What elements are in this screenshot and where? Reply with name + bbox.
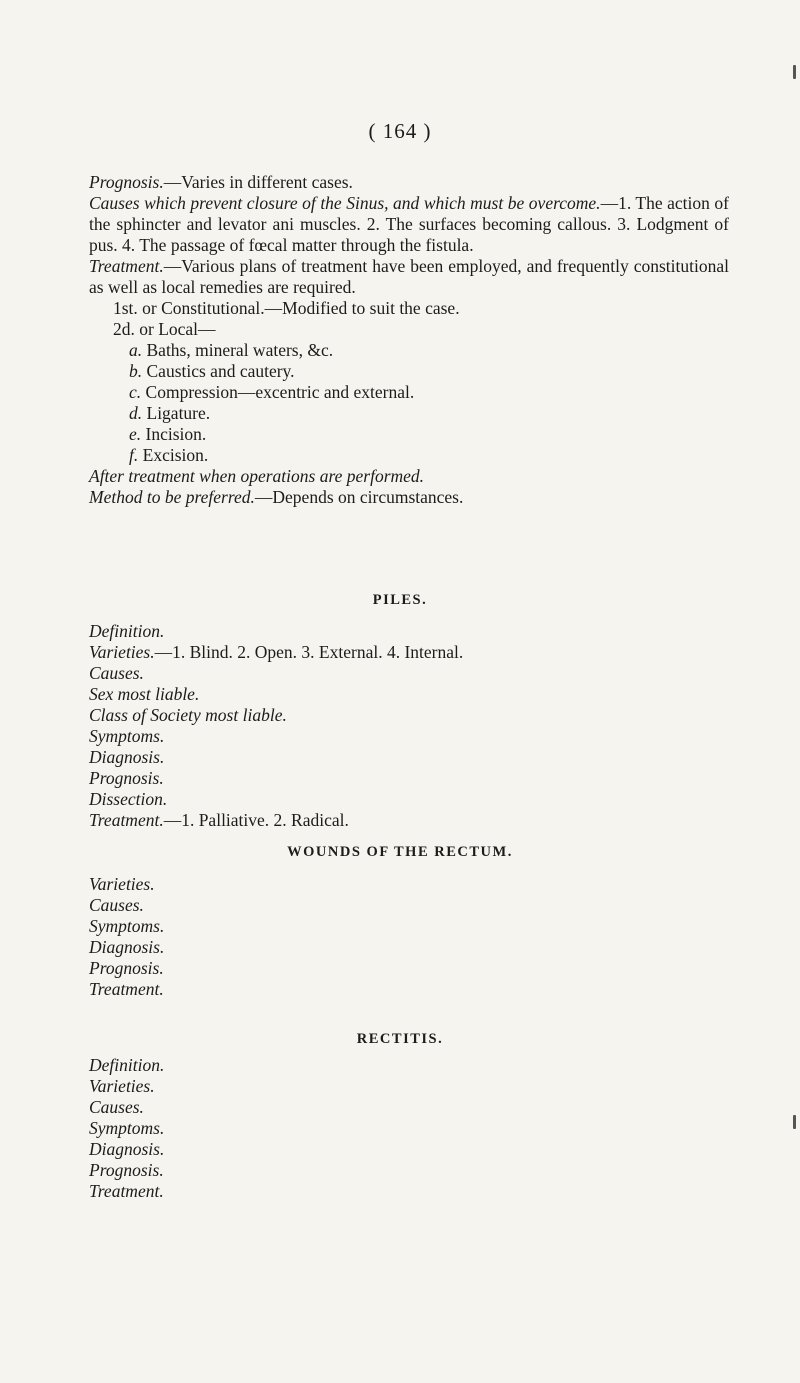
prognosis-line: [89, 172, 729, 193]
treatment-item: a. Baths, mineral waters, &c.: [129, 340, 334, 360]
prognosis-label: Prognosis.: [89, 172, 164, 192]
rectitis-item: Symptoms.: [89, 1118, 165, 1138]
piles-class: Class of Society most liable.: [89, 705, 287, 725]
wounds-item: Diagnosis.: [89, 937, 165, 957]
rectitis-item: Definition.: [89, 1055, 165, 1075]
method-label: Method to be preferred.: [89, 487, 255, 507]
piles-dissection: Dissection.: [89, 789, 168, 809]
treatment-item: d. Ligature.: [129, 403, 211, 423]
fistula-section: [89, 172, 729, 508]
rectitis-heading: RECTITIS.: [356, 1031, 444, 1047]
piles-symptoms: Symptoms.: [89, 726, 165, 746]
rectitis-item: Causes.: [89, 1097, 144, 1117]
treatment-paragraph: [89, 256, 729, 298]
margin-mark: [793, 65, 796, 79]
piles-treatment-text: —1. Palliative. 2. Radical.: [163, 810, 349, 830]
rectitis-item: Varieties.: [89, 1076, 155, 1096]
method-line: [89, 487, 729, 508]
rectitis-section: [89, 1055, 729, 1202]
wounds-item: Prognosis.: [89, 958, 164, 978]
treatment-item: f. Excision.: [129, 445, 209, 465]
piles-varieties-label: Varieties.: [89, 642, 155, 662]
causes-text: —1. The action of the sphincter and levator ani muscles. 2. The surfaces becoming callous. 3. Lodgment of pus. 4. The passage of fœcal matter through the fistula.: [89, 193, 730, 255]
causes-paragraph: [89, 193, 729, 256]
rectitis-item: Diagnosis.: [89, 1139, 165, 1159]
local-line: 2d. or Local—: [113, 319, 216, 339]
wounds-heading: WOUNDS OF THE RECTUM.: [287, 844, 513, 860]
page-number: ( 164 ): [368, 119, 432, 143]
method-text: —Depends on circumstances.: [254, 487, 464, 507]
causes-label: Causes which prevent closure of the Sinus, and which must be overcome.: [89, 193, 601, 213]
piles-varieties-line: [89, 642, 729, 663]
prognosis-text: —Varies in different cases.: [163, 172, 353, 192]
piles-diagnosis: Diagnosis.: [89, 747, 165, 767]
treatment-item: b. Caustics and cautery.: [129, 361, 295, 381]
wounds-item: Symptoms.: [89, 916, 165, 936]
treatment-text: —Various plans of treatment have been employed, and frequently constitutional as well as local remedies are required.: [89, 256, 729, 297]
rectitis-item: Prognosis.: [89, 1160, 164, 1180]
piles-section: [89, 621, 729, 831]
piles-prognosis: Prognosis.: [89, 768, 164, 788]
wounds-item: Varieties.: [89, 874, 155, 894]
piles-varieties-text: —1. Blind. 2. Open. 3. External. 4. Internal.: [154, 642, 464, 662]
constitutional-line: 1st. or Constitutional.—Modified to suit the case.: [113, 298, 460, 318]
treatment-label: Treatment.: [89, 256, 164, 276]
treatment-item: c. Compression—excentric and external.: [129, 382, 415, 402]
piles-causes: Causes.: [89, 663, 144, 683]
wounds-item: Treatment.: [89, 979, 164, 999]
piles-heading: PILES.: [372, 592, 428, 608]
wounds-item: Causes.: [89, 895, 144, 915]
piles-treatment-label: Treatment.: [89, 810, 164, 830]
margin-mark: [793, 1115, 796, 1129]
rectitis-item: Treatment.: [89, 1181, 164, 1201]
wounds-section: [89, 874, 729, 1000]
piles-treatment-line: [89, 810, 729, 831]
piles-sex: Sex most liable.: [89, 684, 200, 704]
piles-definition: Definition.: [89, 621, 165, 641]
after-treatment-line: After treatment when operations are performed.: [89, 466, 425, 486]
treatment-item: e. Incision.: [129, 424, 207, 444]
